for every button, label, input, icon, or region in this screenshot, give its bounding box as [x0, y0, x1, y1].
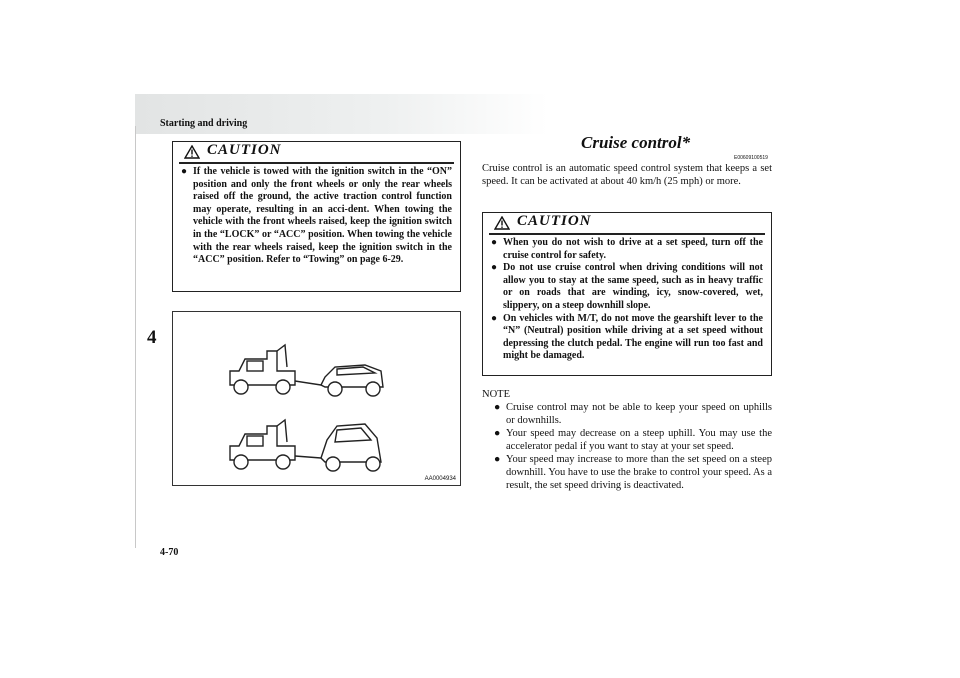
caution-box-cruise [482, 212, 772, 376]
chapter-number: 4 [147, 327, 157, 348]
tow-truck-rear-lift-icon [225, 410, 415, 482]
caution-box-towing [172, 141, 461, 292]
caution-item-text: Do not use cruise control when driving conditions will not allow you to stay at the same speed, such as in heavy traffic or on roads that are winding, icy, snow-covered, wet, slippery, on a steep downhill slope. [503, 262, 763, 311]
note-item [494, 427, 772, 453]
cruise-control-code: E00609100519 [734, 155, 768, 161]
chapter-rule [135, 126, 136, 548]
warning-triangle-icon [494, 216, 510, 230]
tow-truck-front-lift-icon [225, 337, 415, 407]
bullet-icon: ● [181, 166, 188, 177]
note-list [494, 401, 772, 492]
towing-figure [172, 311, 461, 486]
cruise-control-intro: Cruise control is an automatic speed control system that keeps a set speed. It can be activated at about 40 km/h (25 mph) or more. [482, 163, 772, 187]
bullet-icon: ● [494, 454, 501, 465]
caution-header [489, 213, 765, 235]
caution-item [491, 237, 763, 262]
warning-triangle-icon [184, 145, 200, 159]
section-title: Starting and driving [160, 118, 248, 129]
note-item-text: Your speed may increase to more than the set speed on a steep downhill. You have to use the brake to control your speed. As a result, the set speed driving is deactivated. [506, 454, 772, 491]
caution-heading: CAUTION [207, 142, 282, 158]
caution-heading: CAUTION [517, 213, 592, 229]
bullet-icon: ● [491, 312, 498, 324]
bullet-icon: ● [494, 402, 501, 413]
caution-header [179, 142, 454, 164]
caution-item [491, 313, 763, 363]
caution-item-text: If the vehicle is towed with the ignition switch in the “ON” position and only the front wheels or only the rear wheels raised off the ground, the active traction control function may operate, resulting in an acci-dent. When towing the vehicle with the front wheels raised, keep the ignition switch in the “LOCK” or “ACC” position. When towing the vehicle with the rear wheels raised, keep the ignition switch in the “ACC” position. Refer to “Towing” on page 6-29. [193, 166, 452, 266]
page-number: 4-70 [160, 547, 179, 558]
note-item [494, 401, 772, 427]
caution-item [491, 262, 763, 312]
cruise-control-title: Cruise control* [581, 133, 691, 152]
note-label: NOTE [482, 389, 510, 400]
bullet-icon: ● [491, 262, 498, 274]
bullet-icon: ● [494, 428, 501, 439]
bullet-icon: ● [491, 237, 498, 248]
note-item-text: Your speed may decrease on a steep uphill. You may use the accelerator pedal if you want to stay at your set speed. [506, 428, 772, 452]
note-item-text: Cruise control may not be able to keep your speed on uphills or downhills. [506, 402, 772, 426]
figure-code: AA0004934 [424, 476, 456, 482]
caution-item [181, 166, 452, 267]
caution-item-text: When you do not wish to drive at a set speed, turn off the cruise control for safety. [503, 237, 763, 261]
note-item [494, 453, 772, 492]
caution-item-text: On vehicles with M/T, do not move the gearshift lever to the “N” (Neutral) position while driving at a set speed without depressing the clutch pedal. The engine will run too fast and might be damaged. [503, 312, 763, 362]
